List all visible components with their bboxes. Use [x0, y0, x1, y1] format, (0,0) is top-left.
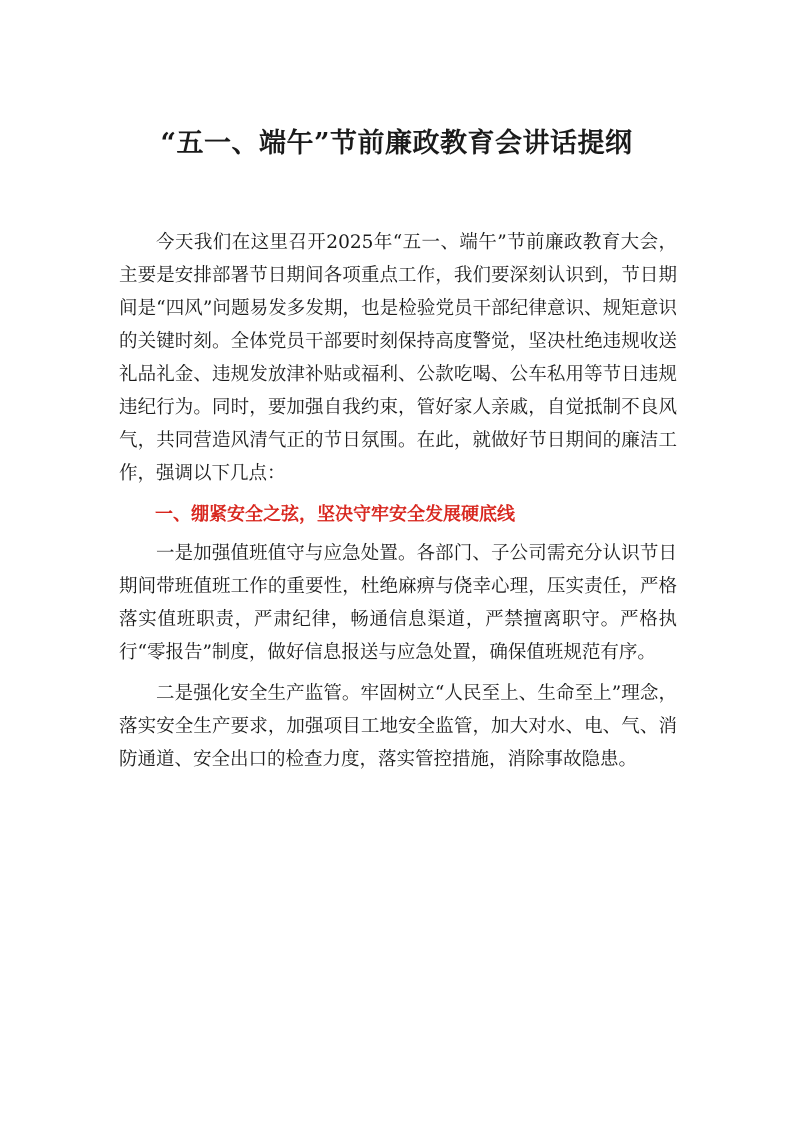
document-body [119, 226, 677, 776]
point-two-lead: 二是 [156, 683, 194, 704]
section-heading: 一、绷紧安全之弦，坚决守牢安全发展硬底线 [155, 504, 515, 525]
point-one-text: 加强值班值守与应急处置。各部门、子公司需充分认识节日期间带班值班工作的重要性，杜绝麻痹与侥幸心理，压实责任，严格落实值班职责，严肃纪律，畅通信息渠道，严禁擅离职守。严格执行“零报告”制度，做好信息报送与应急处置，确保值班规范有序。 [119, 543, 677, 663]
document-title: “五一、端午”节前廉政教育会讲话提纲 [160, 128, 633, 159]
point-two-paragraph [119, 677, 677, 776]
point-one-paragraph [119, 537, 677, 669]
point-one-lead: 一是 [156, 543, 194, 564]
intro-paragraph: 今天我们在这里召开2025年“五一、端午”节前廉政教育大会，主要是安排部署节日期间各项重点工作，我们要深刻认识到，节日期间是“四风”问题易发多发期，也是检验党员干部纪律意识、规矩意识的关键时刻。全体党员干部要时刻保持高度警觉，坚决杜绝违规收送礼品礼金、违规发放津补贴或福利、公款吃喝、公车私用等节日违规违纪行为。同时，要加强自我约束，管好家人亲戚，自觉抵制不良风气，共同营造风清气正的节日氛围。在此，就做好节日期间的廉洁工作，强调以下几点： [119, 232, 677, 484]
point-two-text: 强化安全生产监管。牢固树立“人民至上、生命至上”理念，落实安全生产要求，加强项目工地安全监管，加大对水、电、气、消防通道、安全出口的检查力度，落实管控措施，消除事故隐患。 [119, 683, 677, 770]
